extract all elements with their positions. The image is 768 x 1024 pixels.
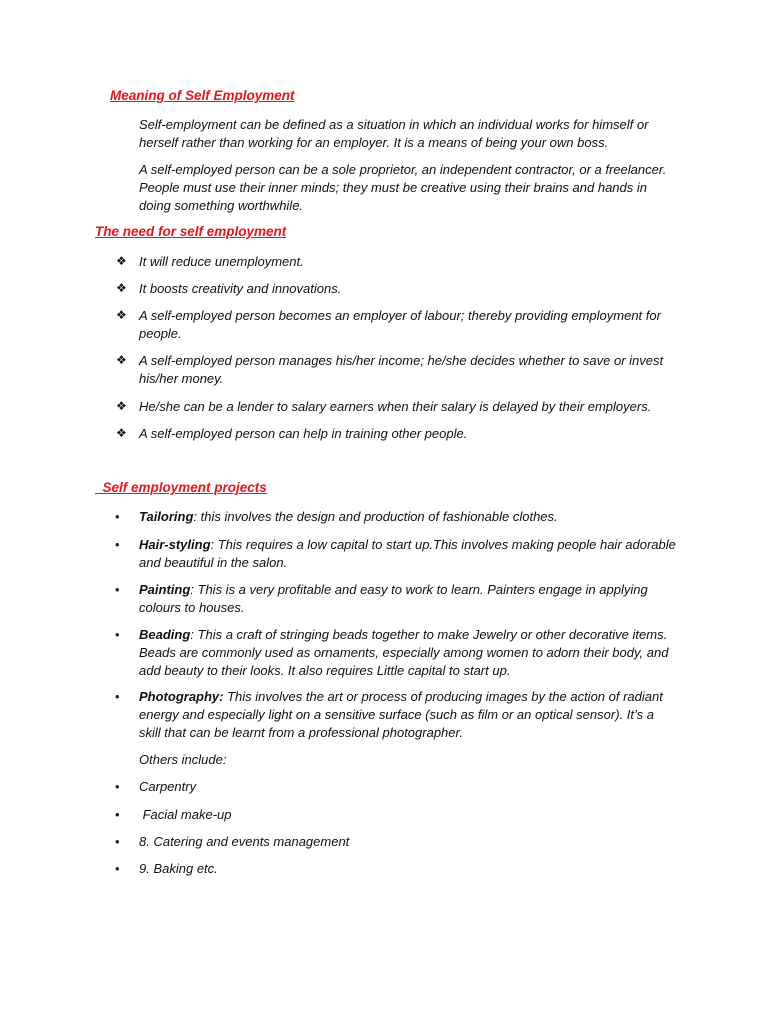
- project-term: Beading: [139, 627, 191, 642]
- bullet-icon: •: [115, 689, 120, 704]
- heading-meaning-of-self-employment: Meaning of Self Employment: [110, 88, 295, 103]
- bullet-icon: •: [115, 537, 120, 552]
- project-term: Hair-styling: [139, 537, 211, 552]
- list-item-text: 9. Baking etc.: [139, 861, 218, 876]
- diamond-bullet-icon: ❖: [116, 281, 127, 295]
- list-item-text: A self-employed person becomes an employer of labour; thereby providing employment for people.: [139, 308, 661, 341]
- diamond-bullet-icon: ❖: [116, 308, 127, 322]
- project-description: : This requires a low capital to start up.This involves making people hair adorable and beautiful in the salon.: [139, 537, 676, 570]
- list-item-text: 8. Catering and events management: [139, 834, 350, 849]
- list-item-text: [139, 626, 679, 679]
- list-item-text: It will reduce unemployment.: [139, 254, 304, 269]
- project-description: : This a craft of stringing beads together to make Jewelry or other decorative items. Beads are commonly used as ornaments, especially among women to adorn their body, and add beauty to their looks. It also requires Little capital to start up.: [139, 627, 669, 678]
- bullet-icon: •: [115, 834, 120, 849]
- bullet-icon: •: [115, 509, 120, 524]
- paragraph-self-employed-person: A self-employed person can be a sole proprietor, an independent contractor, or a freelancer. People must use their inner minds; they must be creative using their brains and hands in doing something worthwhile.: [139, 162, 667, 213]
- project-description: This involves the art or process of producing images by the action of radiant energy and especially light on a sensitive surface (such as film or an optical sensor). It’s a skill that can be learnt from a professional photographer.: [139, 689, 663, 740]
- bullet-icon: •: [115, 807, 120, 822]
- list-item-text: Facial make-up: [139, 807, 232, 822]
- list-item-text: A self-employed person can help in training other people.: [139, 426, 468, 441]
- heading-need-for-self-employment: The need for self employment: [95, 224, 287, 239]
- list-item-text: [139, 688, 679, 741]
- bullet-icon: •: [115, 861, 120, 876]
- project-description: : This is a very profitable and easy to work to learn. Painters engage in applying colours to houses.: [139, 582, 648, 615]
- project-term: Tailoring: [139, 509, 194, 524]
- diamond-bullet-icon: ❖: [116, 254, 127, 268]
- others-label: Others include:: [139, 752, 227, 767]
- bullet-icon: •: [115, 779, 120, 794]
- project-term: Photography:: [139, 689, 224, 704]
- paragraph-definition: Self-employment can be defined as a situation in which an individual works for himself or herself rather than working for an employer. It is a means of being your own boss.: [139, 117, 649, 150]
- project-term: Painting: [139, 582, 191, 597]
- list-item-text: He/she can be a lender to salary earners when their salary is delayed by their employers.: [139, 399, 652, 414]
- list-item-text: A self-employed person manages his/her income; he/she decides whether to save or invest his/her money.: [139, 353, 664, 386]
- project-description: : this involves the design and production of fashionable clothes.: [193, 509, 558, 524]
- diamond-bullet-icon: ❖: [116, 353, 127, 367]
- diamond-bullet-icon: ❖: [116, 399, 127, 413]
- list-item-text: [139, 581, 679, 617]
- list-item-text: Carpentry: [139, 779, 197, 794]
- heading-self-employment-projects: Self employment projects: [95, 480, 267, 495]
- list-item-text: [139, 536, 679, 572]
- bullet-icon: •: [115, 582, 120, 597]
- list-item-text: It boosts creativity and innovations.: [139, 281, 342, 296]
- diamond-bullet-icon: ❖: [116, 426, 127, 440]
- list-item-text: [139, 508, 679, 526]
- bullet-icon: •: [115, 627, 120, 642]
